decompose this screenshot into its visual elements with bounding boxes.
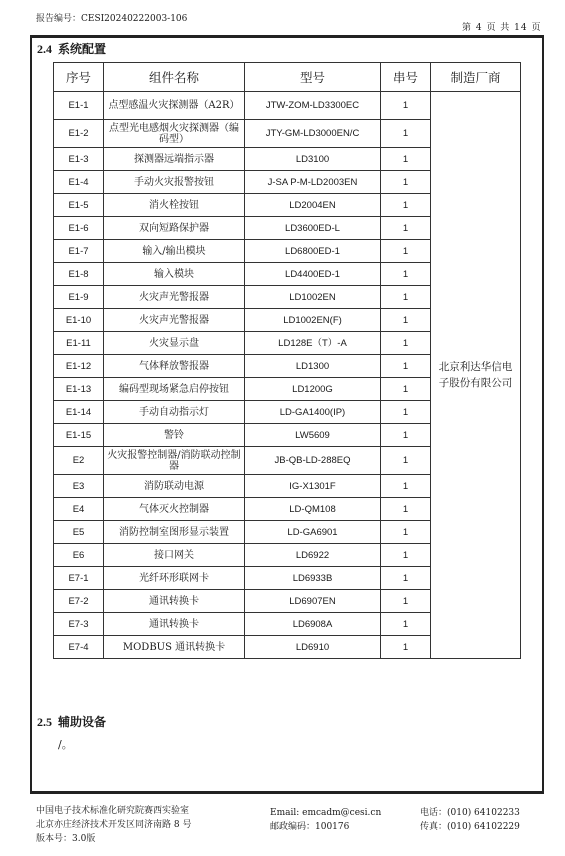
cell-name: 点型光电感烟火灾探测器（编码型） xyxy=(104,120,245,148)
cell-no: E3 xyxy=(54,475,104,498)
cell-model: LD3100 xyxy=(245,148,381,171)
cell-qty: 1 xyxy=(381,286,431,309)
cell-qty: 1 xyxy=(381,475,431,498)
cell-no: E1-1 xyxy=(54,92,104,120)
cell-model: LD1002EN(F) xyxy=(245,309,381,332)
cell-model: LD6922 xyxy=(245,544,381,567)
section-title: 辅助设备 xyxy=(58,715,107,729)
cell-model: LD6933B xyxy=(245,567,381,590)
report-number: 报告编号：CESI20240222003-106 xyxy=(36,14,188,24)
cell-name: MODBUS 通讯转换卡 xyxy=(104,636,245,659)
table-header-row xyxy=(54,63,521,92)
cell-name: 火灾显示盘 xyxy=(104,332,245,355)
cell-qty: 1 xyxy=(381,148,431,171)
page-info: 第 4 页 共 14 页 xyxy=(462,23,542,33)
section-number: 2.5 xyxy=(37,715,52,729)
cell-model: LD1200G xyxy=(245,378,381,401)
cell-name: 光纤环形联网卡 xyxy=(104,567,245,590)
cell-name: 接口网关 xyxy=(104,544,245,567)
cell-no: E1-15 xyxy=(54,424,104,447)
cell-qty: 1 xyxy=(381,217,431,240)
cell-qty: 1 xyxy=(381,171,431,194)
cell-no: E1-5 xyxy=(54,194,104,217)
cell-model: LD4400ED-1 xyxy=(245,263,381,286)
cell-no: E6 xyxy=(54,544,104,567)
section-number: 2.4 xyxy=(37,42,52,56)
section-title: 系统配置 xyxy=(58,42,107,56)
table-row xyxy=(54,92,521,120)
cell-no: E7-1 xyxy=(54,567,104,590)
footer-email: Email: emcadm@cesi.cn xyxy=(270,808,382,818)
cell-name: 警铃 xyxy=(104,424,245,447)
footer-contact xyxy=(270,806,381,834)
cell-name: 气体灭火控制器 xyxy=(104,498,245,521)
cell-name: 探测器远端指示器 xyxy=(104,148,245,171)
cell-qty: 1 xyxy=(381,240,431,263)
cell-model: LD2004EN xyxy=(245,194,381,217)
cell-name: 输入/输出模块 xyxy=(104,240,245,263)
cell-model: LD1300 xyxy=(245,355,381,378)
cell-model: LD-QM108 xyxy=(245,498,381,521)
cell-model: J-SA P-M-LD2003EN xyxy=(245,171,381,194)
header-manufacturer: 制造厂商 xyxy=(431,63,521,92)
cell-qty: 1 xyxy=(381,120,431,148)
cell-qty: 1 xyxy=(381,92,431,120)
cell-no: E2 xyxy=(54,447,104,475)
cell-model: LD1002EN xyxy=(245,286,381,309)
cell-no: E1-14 xyxy=(54,401,104,424)
cell-no: E1-12 xyxy=(54,355,104,378)
header-qty: 串号 xyxy=(381,63,431,92)
cell-model: LD6800ED-1 xyxy=(245,240,381,263)
header-no: 序号 xyxy=(54,63,104,92)
cell-qty: 1 xyxy=(381,590,431,613)
cell-no: E1-8 xyxy=(54,263,104,286)
cell-qty: 1 xyxy=(381,332,431,355)
cell-no: E1-6 xyxy=(54,217,104,240)
cell-qty: 1 xyxy=(381,636,431,659)
cell-no: E1-11 xyxy=(54,332,104,355)
cell-qty: 1 xyxy=(381,401,431,424)
cell-model: JB-QB-LD-288EQ xyxy=(245,447,381,475)
aux-content: /。 xyxy=(58,738,73,751)
cell-qty: 1 xyxy=(381,309,431,332)
cell-name: 消防联动电源 xyxy=(104,475,245,498)
cell-name: 双向短路保护器 xyxy=(104,217,245,240)
footer-postcode: 邮政编码：100176 xyxy=(270,822,350,832)
cell-qty: 1 xyxy=(381,194,431,217)
cell-qty: 1 xyxy=(381,567,431,590)
cell-qty: 1 xyxy=(381,424,431,447)
cell-name: 火灾报警控制器/消防联动控制器 xyxy=(104,447,245,475)
cell-name: 通讯转换卡 xyxy=(104,613,245,636)
cell-no: E1-10 xyxy=(54,309,104,332)
cell-no: E1-13 xyxy=(54,378,104,401)
cell-no: E7-3 xyxy=(54,613,104,636)
cell-qty: 1 xyxy=(381,498,431,521)
cell-no: E7-2 xyxy=(54,590,104,613)
cell-model: LD-GA6901 xyxy=(245,521,381,544)
cell-model: LW5609 xyxy=(245,424,381,447)
cell-model: LD3600ED-L xyxy=(245,217,381,240)
cell-model: LD6907EN xyxy=(245,590,381,613)
cell-name: 手动火灾报警按钮 xyxy=(104,171,245,194)
header-name: 组件名称 xyxy=(104,63,245,92)
cell-model: LD6910 xyxy=(245,636,381,659)
cell-model: LD128E（T）-A xyxy=(245,332,381,355)
cell-no: E5 xyxy=(54,521,104,544)
footer-address: 北京亦庄经济技术开发区同济南路 8 号 xyxy=(36,820,192,830)
cell-name: 点型感温火灾探测器（A2R） xyxy=(104,92,245,120)
footer-org xyxy=(36,804,191,846)
cell-model: LD-GA1400(IP) xyxy=(245,401,381,424)
cell-name: 消防控制室图形显示装置 xyxy=(104,521,245,544)
cell-no: E4 xyxy=(54,498,104,521)
cell-name: 输入模块 xyxy=(104,263,245,286)
cell-qty: 1 xyxy=(381,447,431,475)
cell-name: 火灾声光警报器 xyxy=(104,309,245,332)
cell-model: JTW-ZOM-LD3300EC xyxy=(245,92,381,120)
cell-model: IG-X1301F xyxy=(245,475,381,498)
cell-qty: 1 xyxy=(381,544,431,567)
footer-phone: 电话：(010) 64102233 xyxy=(420,808,520,818)
cell-model: JTY-GM-LD3000EN/C xyxy=(245,120,381,148)
cell-no: E1-9 xyxy=(54,286,104,309)
cell-no: E7-4 xyxy=(54,636,104,659)
cell-name: 火灾声光警报器 xyxy=(104,286,245,309)
cell-name: 通讯转换卡 xyxy=(104,590,245,613)
footer-fax: 传真：(010) 64102229 xyxy=(420,822,520,832)
cell-no: E1-3 xyxy=(54,148,104,171)
cell-no: E1-2 xyxy=(54,120,104,148)
system-config-table xyxy=(53,62,521,659)
header-model: 型号 xyxy=(245,63,381,92)
cell-qty: 1 xyxy=(381,263,431,286)
footer-org-name: 中国电子技术标准化研究院赛西实验室 xyxy=(36,806,190,816)
cell-no: E1-7 xyxy=(54,240,104,263)
footer-phones xyxy=(420,806,520,834)
cell-qty: 1 xyxy=(381,355,431,378)
cell-qty: 1 xyxy=(381,521,431,544)
cell-name: 气体释放警报器 xyxy=(104,355,245,378)
cell-name: 编码型现场紧急启停按钮 xyxy=(104,378,245,401)
cell-qty: 1 xyxy=(381,378,431,401)
cell-name: 消火栓按钮 xyxy=(104,194,245,217)
cell-no: E1-4 xyxy=(54,171,104,194)
cell-model: LD6908A xyxy=(245,613,381,636)
cell-name: 手动自动指示灯 xyxy=(104,401,245,424)
section-heading-system-config xyxy=(37,40,106,57)
footer-version: 版本号：3.0版 xyxy=(36,834,96,844)
cell-manufacturer: 北京利达华信电子股份有限公司 xyxy=(431,92,521,659)
cell-qty: 1 xyxy=(381,613,431,636)
section-heading-aux xyxy=(37,713,106,730)
